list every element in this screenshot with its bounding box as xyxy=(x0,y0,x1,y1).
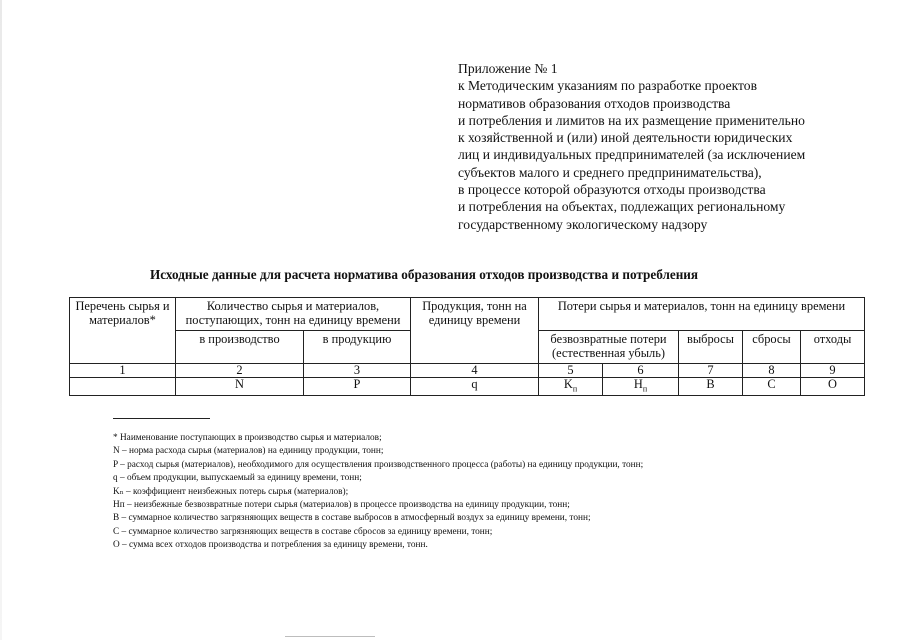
scan-mark xyxy=(285,636,375,637)
header-waste: отходы xyxy=(801,331,865,364)
column-number: 7 xyxy=(679,364,743,378)
header-product: Продукция, тонн на единицу времени xyxy=(411,298,539,364)
symbol-c: C xyxy=(743,378,801,396)
column-number: 8 xyxy=(743,364,801,378)
header-discharges: сбросы xyxy=(743,331,801,364)
column-number: 1 xyxy=(70,364,176,378)
header-emissions: выбросы xyxy=(679,331,743,364)
symbol-hp-sub: п xyxy=(642,384,648,394)
column-number: 5 xyxy=(539,364,603,378)
scan-edge xyxy=(0,0,2,640)
appendix-header xyxy=(458,60,878,233)
symbol-hp xyxy=(603,378,679,396)
column-number: 6 xyxy=(603,364,679,378)
appendix-line: и потребления на объектах, подлежащих региональному xyxy=(458,199,786,215)
symbol-b: B xyxy=(679,378,743,396)
symbol-o: O xyxy=(801,378,865,396)
column-number: 2 xyxy=(176,364,304,378)
symbol-hp-base: H xyxy=(633,377,643,391)
footnote-item: P – расход сырья (материалов), необходимого для осуществления производственного процесса (работы) на единицу продукции, тонн; xyxy=(113,459,644,470)
column-number: 3 xyxy=(304,364,411,378)
appendix-line: к хозяйственной и (или) иной деятельности юридических xyxy=(458,130,793,146)
header-in-product: в продукцию xyxy=(304,331,411,364)
symbol-p: P xyxy=(304,378,411,396)
appendix-line: нормативов образования отходов производства xyxy=(458,95,731,111)
header-losses: Потери сырья и материалов, тонн на единицу времени xyxy=(539,298,865,331)
footnote-item: N – норма расхода сырья (материалов) на единицу продукции, тонн; xyxy=(113,446,384,457)
appendix-title: Приложение № 1 xyxy=(458,61,558,76)
footnote-item: Hп – неизбежные безвозвратные потери сырья (материалов) в процессе производства на единицу продукции, тонн; xyxy=(113,500,570,511)
appendix-line: лиц и индивидуальных предпринимателей (за исключением xyxy=(458,147,806,163)
appendix-line: к Методическим указаниям по разработке проектов xyxy=(458,78,758,94)
symbol-row xyxy=(70,378,865,396)
header-materials: Перечень сырья и материалов* xyxy=(70,298,176,364)
symbol-n: N xyxy=(176,378,304,396)
column-number-row xyxy=(70,364,865,378)
footnote-item: Kₙ – коэффициент неизбежных потерь сырья (материалов); xyxy=(113,486,349,497)
column-number: 4 xyxy=(411,364,539,378)
footnote-item: B – суммарное количество загрязняющих веществ в составе выбросов в атмосферный воздух за единицу времени, тонн; xyxy=(113,513,591,524)
symbol-kp-base: K xyxy=(563,377,573,391)
header-quantity: Количество сырья и материалов, поступающих, тонн на единицу времени xyxy=(176,298,411,331)
footnotes xyxy=(113,432,813,553)
footnote-item: C – суммарное количество загрязняющих веществ в составе сбросов за единицу времени, тонн; xyxy=(113,526,493,537)
symbol-kp-sub: п xyxy=(572,384,578,394)
footnote-item: q – объем продукции, выпускаемый за единицу времени, тонн; xyxy=(113,473,362,484)
appendix-line: субъектов малого и среднего предпринимательства), xyxy=(458,164,762,180)
document-title: Исходные данные для расчета норматива образования отходов производства и потребления xyxy=(150,267,699,282)
source-data-table xyxy=(69,297,865,396)
column-number: 9 xyxy=(801,364,865,378)
footnote-item: O – сумма всех отходов производства и потребления за единицу времени, тонн. xyxy=(113,540,428,551)
appendix-line: государственному экологическому надзору xyxy=(458,216,708,232)
symbol-cell-empty xyxy=(70,378,176,396)
appendix-line: в процессе которой образуются отходы производства xyxy=(458,182,766,198)
header-in-production: в производство xyxy=(176,331,304,364)
footnote-item: * Наименование поступающих в производство сырья и материалов; xyxy=(113,433,382,443)
symbol-q: q xyxy=(411,378,539,396)
header-irrecoverable-losses: безвозвратные потери (естественная убыль) xyxy=(539,331,679,364)
symbol-kp xyxy=(539,378,603,396)
footnote-divider xyxy=(113,418,210,419)
appendix-line: и потребления и лимитов на их размещение применительно xyxy=(458,112,805,128)
